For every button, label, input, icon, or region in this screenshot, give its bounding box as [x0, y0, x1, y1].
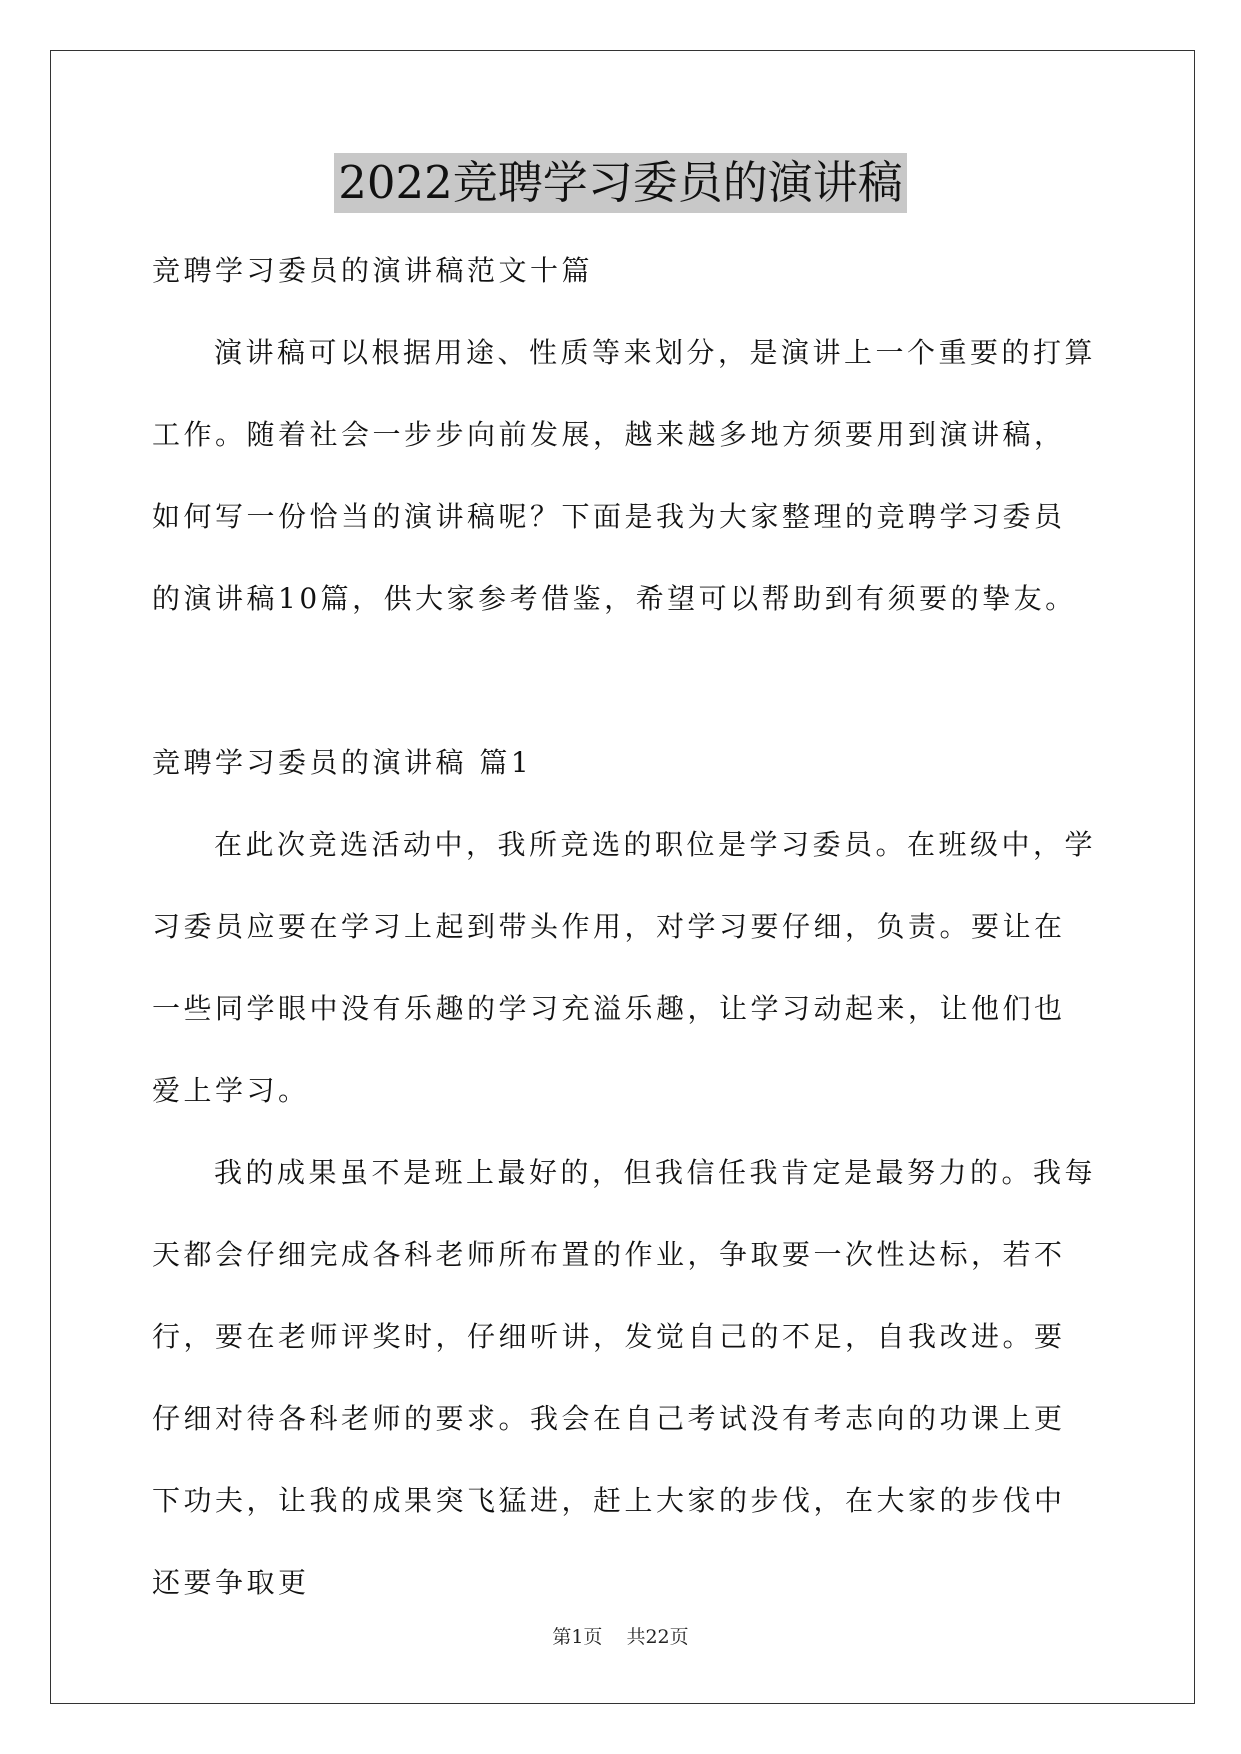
- body-paragraph-2: 我的成果虽不是班上最好的，但我信任我肯定是最努力的。我每天都会仔细完成各科老师所布置的作业，争取要一次性达标，若不行，要在老师评奖时，仔细听讲，发觉自己的不足，自我改进。要仔细对待各科老师的要求。我会在自己考试没有考志向的功课上更下功夫，让我的成果突飞猛进，赶上大家的步伐，在大家的步伐中还要争取更: [152, 1156, 1097, 1599]
- page-total: 共22页: [626, 1626, 689, 1648]
- body-paragraph-1: 在此次竞选活动中，我所竞选的职位是学习委员。在班级中，学习委员应要在学习上起到带头作用，对学习要仔细，负责。要让在一些同学眼中没有乐趣的学习充溢乐趣，让学习动起来，让他们也爱上学习。: [152, 828, 1097, 1107]
- document-title: 2022竞聘学习委员的演讲稿: [334, 153, 907, 213]
- page-number: 第1页: [552, 1626, 603, 1648]
- section-heading: 竞聘学习委员的演讲稿 篇1: [152, 746, 533, 779]
- title-wrap: [0, 153, 1241, 213]
- intro-paragraph: 演讲稿可以根据用途、性质等来划分，是演讲上一个重要的打算工作。随着社会一步步向前发展，越来越多地方须要用到演讲稿，如何写一份恰当的演讲稿呢？下面是我为大家整理的竞聘学习委员的演讲稿10篇，供大家参考借鉴，希望可以帮助到有须要的挚友。: [152, 336, 1097, 615]
- page-footer: [0, 1622, 1241, 1649]
- document-body: [152, 230, 1096, 1624]
- document-subtitle: 竞聘学习委员的演讲稿范文十篇: [152, 254, 594, 287]
